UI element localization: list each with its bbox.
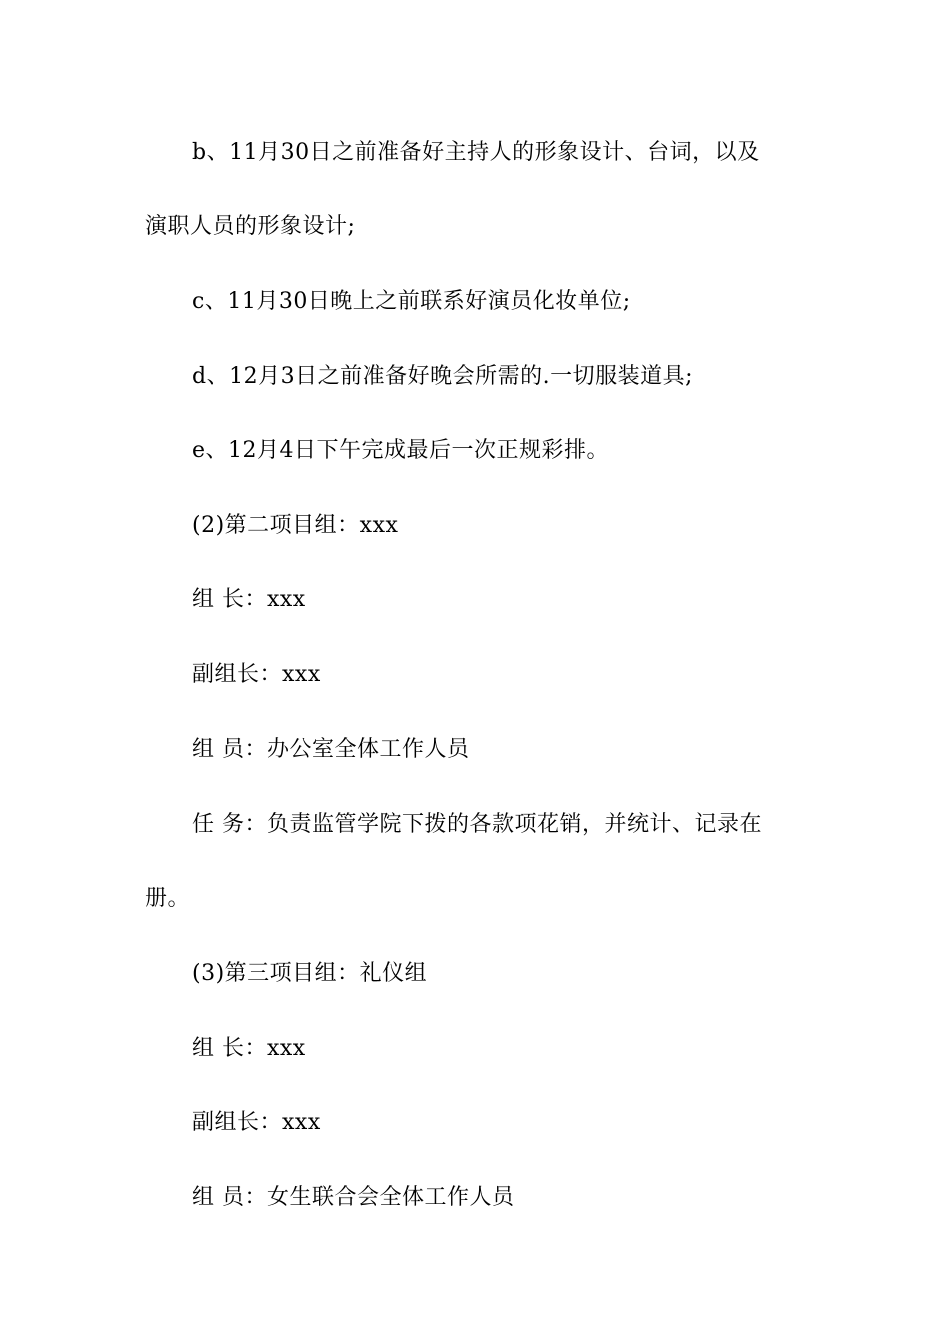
paragraph-line: 演职人员的形象设计; xyxy=(145,214,356,239)
paragraph-line: e、12月4日下午完成最后一次正规彩排。 xyxy=(192,438,610,463)
paragraph-line: 副组长：xxx xyxy=(192,662,321,687)
paragraph-line: 任 务：负责监管学院下拨的各款项花销，并统计、记录在 xyxy=(192,812,762,837)
section-heading: (2)第二项目组：xxx xyxy=(192,513,399,538)
paragraph-line: b、11月30日之前准备好主持人的形象设计、台词，以及 xyxy=(192,140,760,165)
paragraph-line: 组 长：xxx xyxy=(192,587,306,612)
section-heading: (3)第三项目组：礼仪组 xyxy=(192,961,428,986)
paragraph-line: d、12月3日之前准备好晚会所需的.一切服装道具; xyxy=(192,364,693,389)
paragraph-line: 组 长：xxx xyxy=(192,1036,306,1061)
paragraph-line: 组 员：办公室全体工作人员 xyxy=(192,737,470,762)
paragraph-line: 册。 xyxy=(145,886,191,911)
paragraph-line: 组 员：女生联合会全体工作人员 xyxy=(192,1185,515,1210)
paragraph-line: c、11月30日晚上之前联系好演员化妆单位; xyxy=(192,289,631,314)
paragraph-line: 副组长：xxx xyxy=(192,1110,321,1135)
